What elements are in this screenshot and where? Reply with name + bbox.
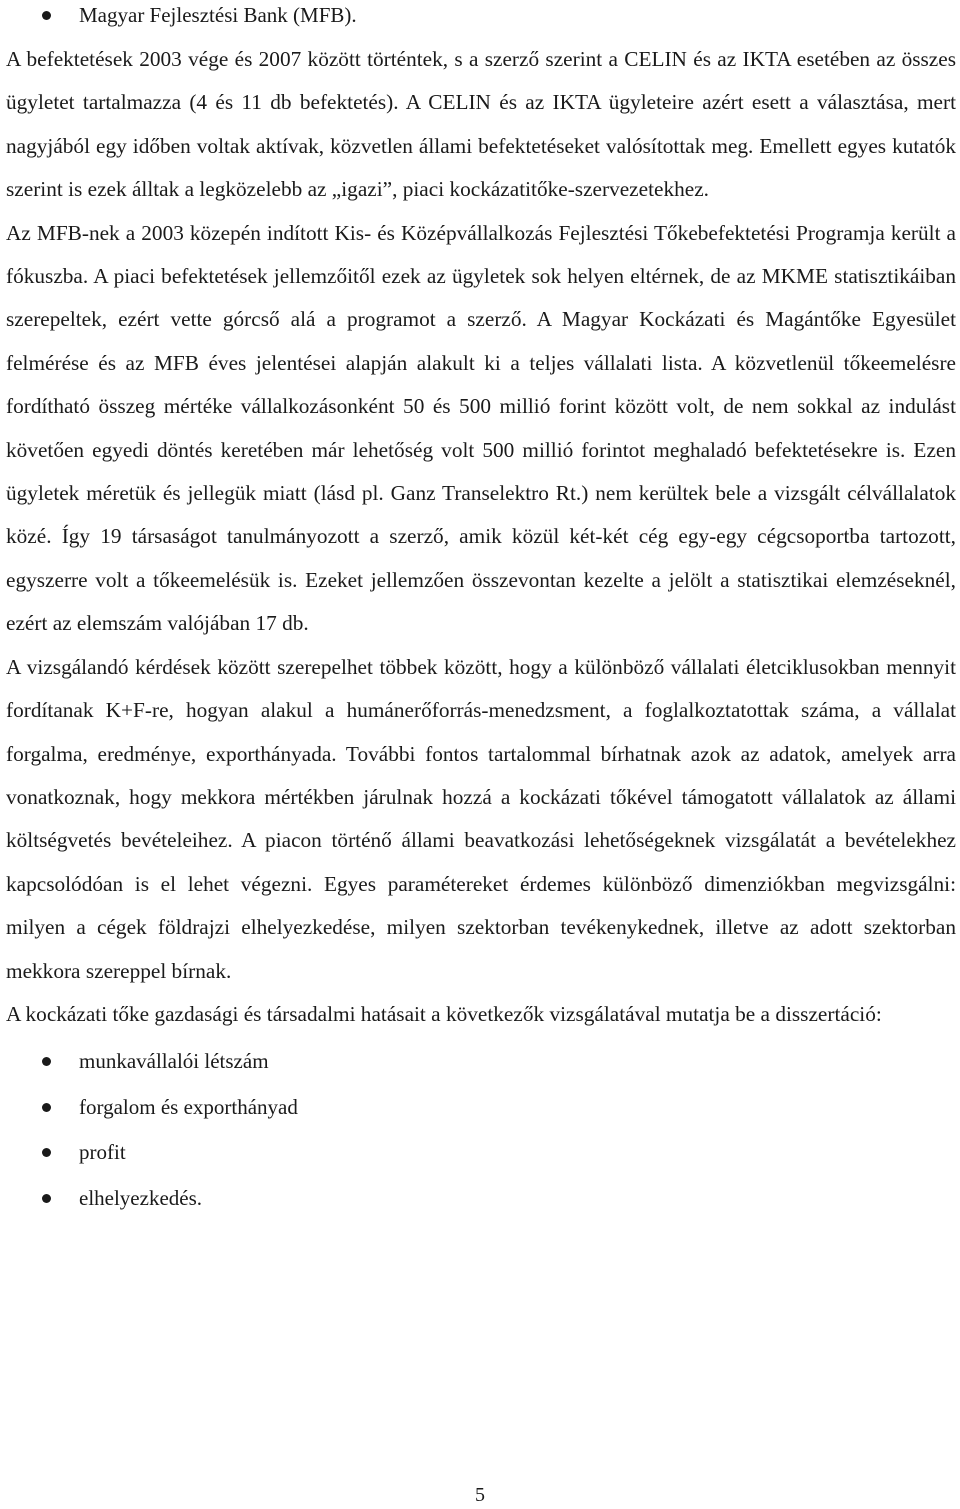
list-item-text: profit [79,1140,126,1165]
bullet-dot-icon [42,1148,51,1157]
list-item [6,1176,956,1222]
paragraph-4: A kockázati tőke gazdasági és társadalmi hatásait a következők vizsgálatával mutatja be a disszertáció: [6,1001,882,1026]
bullet-dot-icon [42,1057,51,1066]
bullet-list-top [6,0,956,38]
page-number: 5 [475,1484,485,1506]
list-item [6,1039,956,1085]
bullet-list-impacts [6,1039,956,1221]
paragraph-2: Az MFB-nek a 2003 közepén indított Kis- és Középvállalkozás Fejlesztési Tőkebefektetési Programja került a fókuszba. A piaci befektetések jellemzőitől ezek az ügyletek sok helyen eltérnek, de az MKME statisztikáiban szerepeltek, ezért vette górcső alá a programot a szerző. A Magyar Kockázati és Magántőke Egyesület felmérése és az MFB éves jelentései alapján alakult ki a teljes vállalati lista. A közvetlenül tőkeemelésre fordítható összeg mértéke vállalkozásonként 50 és 500 millió forint között volt, de nem sokkal az indulást követően egyedi döntés keretében már lehetőség volt 500 millió forintot meghaladó befektetésekre is. Ezen ügyletek méretük és jellegük miatt (lásd pl. Ganz Transelektro Rt.) nem kerültek bele a vizsgált célvállalatok közé. Így 19 társaságot tanulmányozott a szerző, amik közül két-két cég egy-egy cégcsoportba tartozott, egyszerre volt a tőkeemelésük is. Ezeket jellemzően összevontan kezelte a jelölt a statisztikai elemzéseknél, ezért az elemszám valójában 17 db. [6,220,956,636]
list-item [6,1130,956,1176]
list-item [6,1085,956,1131]
document-page [6,0,956,1221]
bullet-dot-icon [42,1194,51,1203]
list-item-text: Magyar Fejlesztési Bank (MFB). [79,3,357,27]
list-item-text: munkavállalói létszám [79,1049,269,1074]
paragraph-3: A vizsgálandó kérdések között szerepelhet többek között, hogy a különböző vállalati életciklusokban mennyit fordítanak K+F-re, hogyan alakul a humánerőforrás-menedzsment, a foglalkoztatottak száma, a vállalat forgalma, eredménye, exporthányada. További fontos tartalommal bírhatnak azok az adatok, amelyek arra vonatkoznak, hogy mekkora mértékben járulnak hozzá a kockázati tőkével támogatott vállalatok az állami költségvetés bevételeihez. A piacon történő állami beavatkozási lehetőségeknek vizsgálatát a bevételekhez kapcsolódóan is el lehet végezni. Egyes paramétereket érdemes különböző dimenziókban megvizsgálni: milyen a cégek földrajzi elhelyezkedése, milyen szektorban tevékenykednek, illetve az adott szektorban mekkora szereppel bírnak. [6,654,956,983]
list-item-text: forgalom és exporthányad [79,1094,298,1119]
list-item-text: elhelyezkedés. [79,1185,203,1210]
paragraph-1: A befektetések 2003 vége és 2007 között történtek, s a szerző szerint a CELIN és az IKTA esetében az összes ügyletet tartalmazza (4 és 11 db befektetés). A CELIN és az IKTA ügyleteire azért esett a választása, mert nagyjából egy időben voltak aktívak, közvetlen állami befektetéseket valósítottak meg. Emellett egyes kutatók szerint is ezek álltak a legközelebb az „igazi”, piaci kockázatitőke-szervezetekhez. [6,47,956,202]
bullet-dot-icon [42,11,51,20]
list-item [6,0,956,38]
bullet-dot-icon [42,1103,51,1112]
